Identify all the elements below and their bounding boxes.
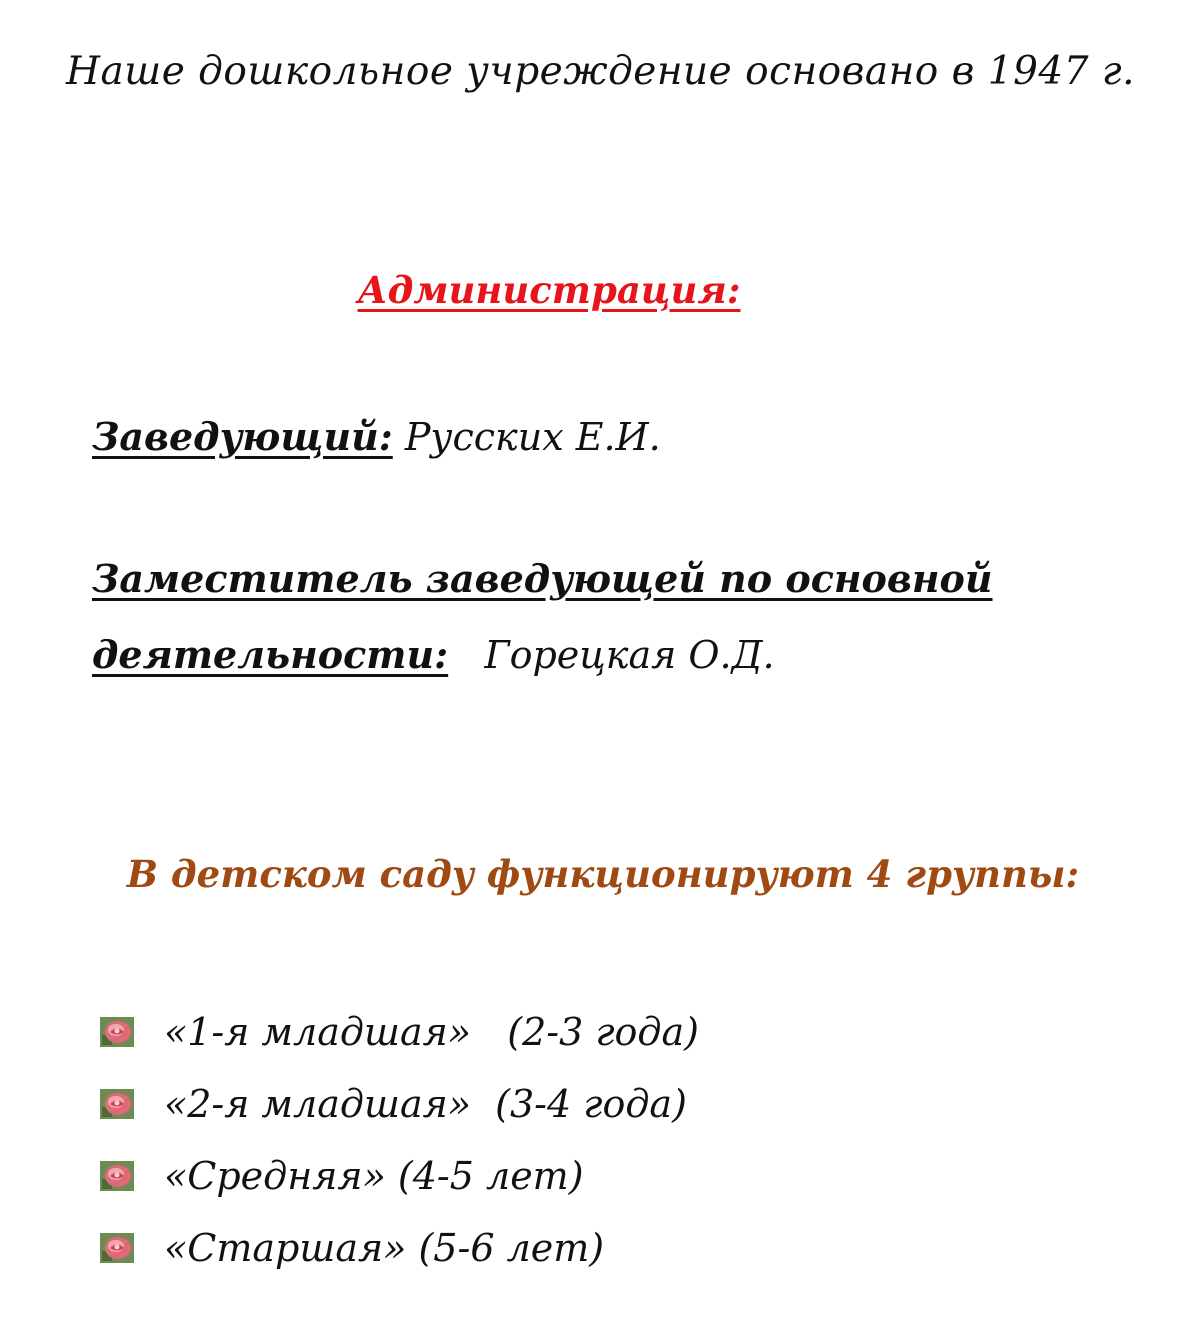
administration-heading: Администрация:: [357, 268, 741, 312]
rose-flower-icon: [100, 1089, 134, 1119]
group-label: «2-я младшая» (3-4 года): [164, 1082, 687, 1126]
deputy-row: [92, 632, 775, 677]
group-label: «Средняя» (4-5 лет): [164, 1154, 584, 1198]
head-name: Русских Е.И.: [404, 415, 661, 459]
head-label: Заведующий:: [92, 414, 393, 459]
deputy-label-line-1: [92, 556, 993, 601]
list-item: [100, 1212, 699, 1284]
group-label: «Старшая» (5-6 лет): [164, 1226, 605, 1270]
list-item: [100, 1068, 699, 1140]
groups-list: [100, 996, 699, 1284]
head-row: [92, 414, 661, 459]
rose-flower-icon: [100, 1017, 134, 1047]
deputy-label-part-2: деятельности:: [92, 632, 449, 677]
founding-statement: Наше дошкольное учреждение основано в 1947 г.: [66, 49, 1136, 94]
rose-flower-icon: [100, 1161, 134, 1191]
list-item: [100, 1140, 699, 1212]
list-item: [100, 996, 699, 1068]
deputy-name: Горецкая О.Д.: [484, 633, 775, 677]
group-label: «1-я младшая» (2-3 года): [164, 1010, 699, 1054]
deputy-label-part-1: Заместитель заведующей по основной: [92, 556, 993, 601]
groups-heading: В детском саду функционируют 4 группы:: [126, 852, 1080, 896]
rose-flower-icon: [100, 1233, 134, 1263]
